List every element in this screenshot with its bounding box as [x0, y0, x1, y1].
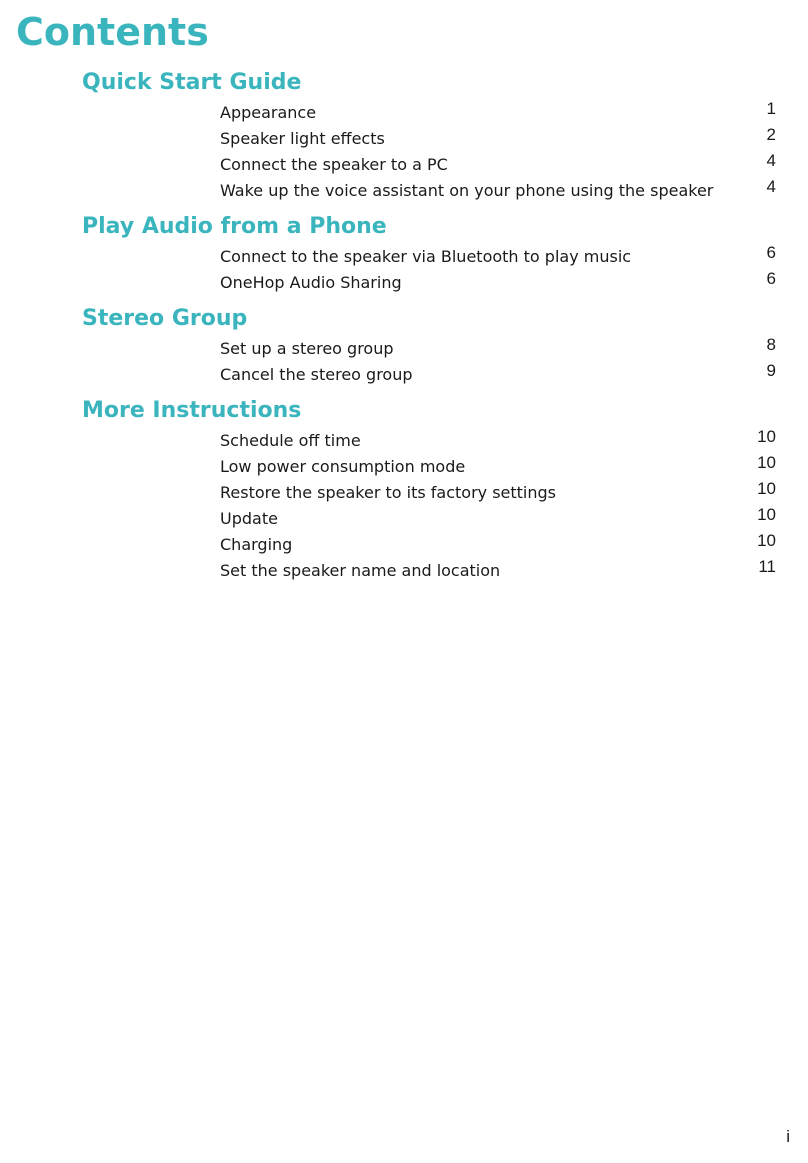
toc-entry[interactable] [220, 270, 776, 296]
toc-entry[interactable] [220, 428, 776, 454]
toc-entry-page[interactable]: 11 [758, 557, 776, 576]
section-title[interactable]: More Instructions [82, 398, 302, 423]
toc-entry-label[interactable]: Restore the speaker to its factory settings [220, 483, 557, 502]
page-title: Contents [16, 10, 209, 54]
page-number: i [786, 1127, 790, 1146]
toc-entry-page[interactable]: 1 [766, 99, 776, 118]
toc-entry-label[interactable]: Connect to the speaker via Bluetooth to play music [220, 247, 632, 266]
section-title[interactable]: Quick Start Guide [82, 70, 302, 95]
toc-section-play-audio [0, 210, 808, 296]
toc-entry-label[interactable]: Schedule off time [220, 431, 361, 450]
toc-entry[interactable] [220, 454, 776, 480]
toc-entry-page[interactable]: 10 [757, 531, 776, 550]
toc-entry[interactable] [220, 152, 776, 178]
toc-entry-label[interactable]: Connect the speaker to a PC [220, 155, 448, 174]
toc-entry-label[interactable]: Speaker light effects [220, 129, 385, 148]
toc-entry-label[interactable]: Appearance [220, 103, 317, 122]
toc-entry-page[interactable]: 2 [766, 125, 776, 144]
toc-entry[interactable] [220, 336, 776, 362]
toc-entry[interactable] [220, 126, 776, 152]
toc-entry[interactable] [220, 178, 776, 204]
toc-entry-label[interactable]: Charging [220, 535, 293, 554]
toc-section-quick-start-guide [0, 66, 808, 204]
toc-entry-page[interactable]: 6 [766, 269, 776, 288]
section-title[interactable]: Stereo Group [82, 306, 248, 331]
toc-entry-label[interactable]: Low power consumption mode [220, 457, 466, 476]
toc-entry-page[interactable]: 4 [766, 177, 776, 196]
toc-entry-page[interactable]: 9 [766, 361, 776, 380]
toc-entry-page[interactable]: 10 [757, 505, 776, 524]
toc-entry[interactable] [220, 244, 776, 270]
toc-entry[interactable] [220, 558, 776, 584]
toc-entry-page[interactable]: 10 [757, 427, 776, 446]
toc-entry-label[interactable]: Set up a stereo group [220, 339, 394, 358]
toc-entry[interactable] [220, 506, 776, 532]
table-of-contents [0, 66, 808, 584]
toc-entry[interactable] [220, 100, 776, 126]
toc-section-stereo-group [0, 302, 808, 388]
toc-entry-page[interactable]: 4 [766, 151, 776, 170]
toc-entry-label[interactable]: Update [220, 509, 278, 528]
toc-entry-page[interactable]: 10 [757, 453, 776, 472]
toc-entry-label[interactable]: Set the speaker name and location [220, 561, 501, 580]
toc-entry-page[interactable]: 10 [757, 479, 776, 498]
toc-entry-page[interactable]: 6 [766, 243, 776, 262]
toc-section-more-instructions [0, 394, 808, 584]
toc-entry-page[interactable]: 8 [766, 335, 776, 354]
toc-entry-label[interactable]: Wake up the voice assistant on your phone using the speaker [220, 181, 714, 200]
toc-entry[interactable] [220, 480, 776, 506]
toc-entry-label[interactable]: OneHop Audio Sharing [220, 273, 402, 292]
toc-entry-label[interactable]: Cancel the stereo group [220, 365, 413, 384]
section-title[interactable]: Play Audio from a Phone [82, 214, 387, 239]
toc-entry[interactable] [220, 362, 776, 388]
toc-entry[interactable] [220, 532, 776, 558]
